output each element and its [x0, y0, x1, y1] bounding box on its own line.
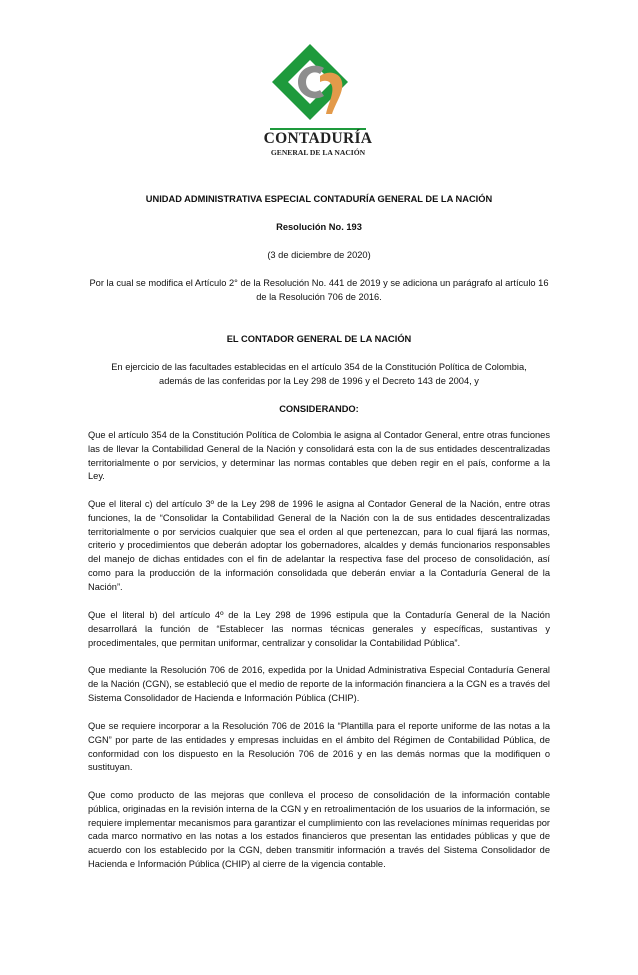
brand-subtitle: GENERAL DE LA NACIÓN	[270, 148, 366, 157]
powers-text: En ejercicio de las facultades establecidas en el artículo 354 de la Constitución Política de Colombia, además de las conferidas por la Ley 298 de 1996 y el Decreto 143 de 2004, y	[111, 362, 527, 386]
resolution-subject: Por la cual se modifica el Artículo 2° de la Resolución No. 441 de 2019 y se adiciona un parágrafo al artículo 16 de la Resolución 706 de 2016.	[89, 278, 549, 302]
considering-paragraph: Que el artículo 354 de la Constitución Política de Colombia le asigna al Contador General, entre otras funciones las de llevar la Contabilidad General de la Nación y consolidará esta con la de sus entidades descentralizadas territorialmente o por servicios, y determinar las normas contables que deben regir en el país, conforme a la Ley.	[88, 430, 550, 482]
brand-name: CONTADURÍA	[263, 130, 373, 147]
logo-emblem	[262, 42, 374, 134]
considering-heading: CONSIDERANDO:	[279, 404, 359, 414]
considering-paragraph: Que se requiere incorporar a la Resolución 706 de 2016 la “Plantilla para el reporte uniforme de las notas a la CGN” por parte de las entidades y empresas incluidas en el ámbito del Régimen de Contabilidad Pública, de conformidad con los dispuesto en la Resolución 706 de 2016 y en las demás normas que la modifiquen o sustituyan.	[88, 721, 550, 773]
considering-paragraph: Que como producto de las mejoras que conlleva el proceso de consolidación de la información contable pública, originadas en la revisión interna de la CGN y en retroalimentación de los usuarios de la información, se requiere implementar mecanismos para garantizar el cumplimiento con las revelaciones mínimas requeridas por cada marco normativo en las notas a los estados financieros que presentan las entidades públicas y que de acuerdo con los establecido por la CGN, deben transmitir información a través del Sistema Consolidador de Hacienda e Información Pública (CHIP) al cierre de la vigencia contable.	[88, 790, 550, 869]
considering-paragraph: Que el literal b) del artículo 4º de la Ley 298 de 1996 estipula que la Contaduría General de la Nación desarrollará la función de “Establecer las normas técnicas generales y específicas, sustantivas y procedimentales, que permitan uniformar, centralizar y consolidar la Contabilidad Pública”.	[88, 610, 550, 648]
considering-paragraph: Que mediante la Resolución 706 de 2016, expedida por la Unidad Administrativa Especial Contaduría General de la Nación (CGN), se estableció que el medio de reporte de la información financiera a la CGN es a través del Sistema Consolidador de Hacienda e Información Pública (CHIP).	[88, 665, 550, 703]
considering-paragraph: Que el literal c) del artículo 3º de la Ley 298 de 1996 le asigna al Contador General de la Nación, entre otras funciones, la de “Consolidar la Contabilidad General de la Nación con la de sus entidades descentralizadas territorialmente o por servicios cualquier que sea el orden al que pertenezcan, para lo cual fijará las normas, criterio y procedimientos que deberán adoptar los gobernadores, alcaldes y demás funcionarios responsables del manejo de dichas entidades con el fin de adelantar la respectiva fase del proceso de consolidación, así como para la producción de la información consolidada que deberán enviar a la Contaduría General de la Nación”.	[88, 499, 550, 592]
authority-heading: EL CONTADOR GENERAL DE LA NACIÓN	[226, 334, 412, 344]
resolution-number: Resolución No. 193	[276, 222, 362, 232]
entity-heading: UNIDAD ADMINISTRATIVA ESPECIAL CONTADURÍA GENERAL DE LA NACIÓN	[145, 194, 493, 204]
resolution-date: (3 de diciembre de 2020)	[267, 250, 371, 260]
